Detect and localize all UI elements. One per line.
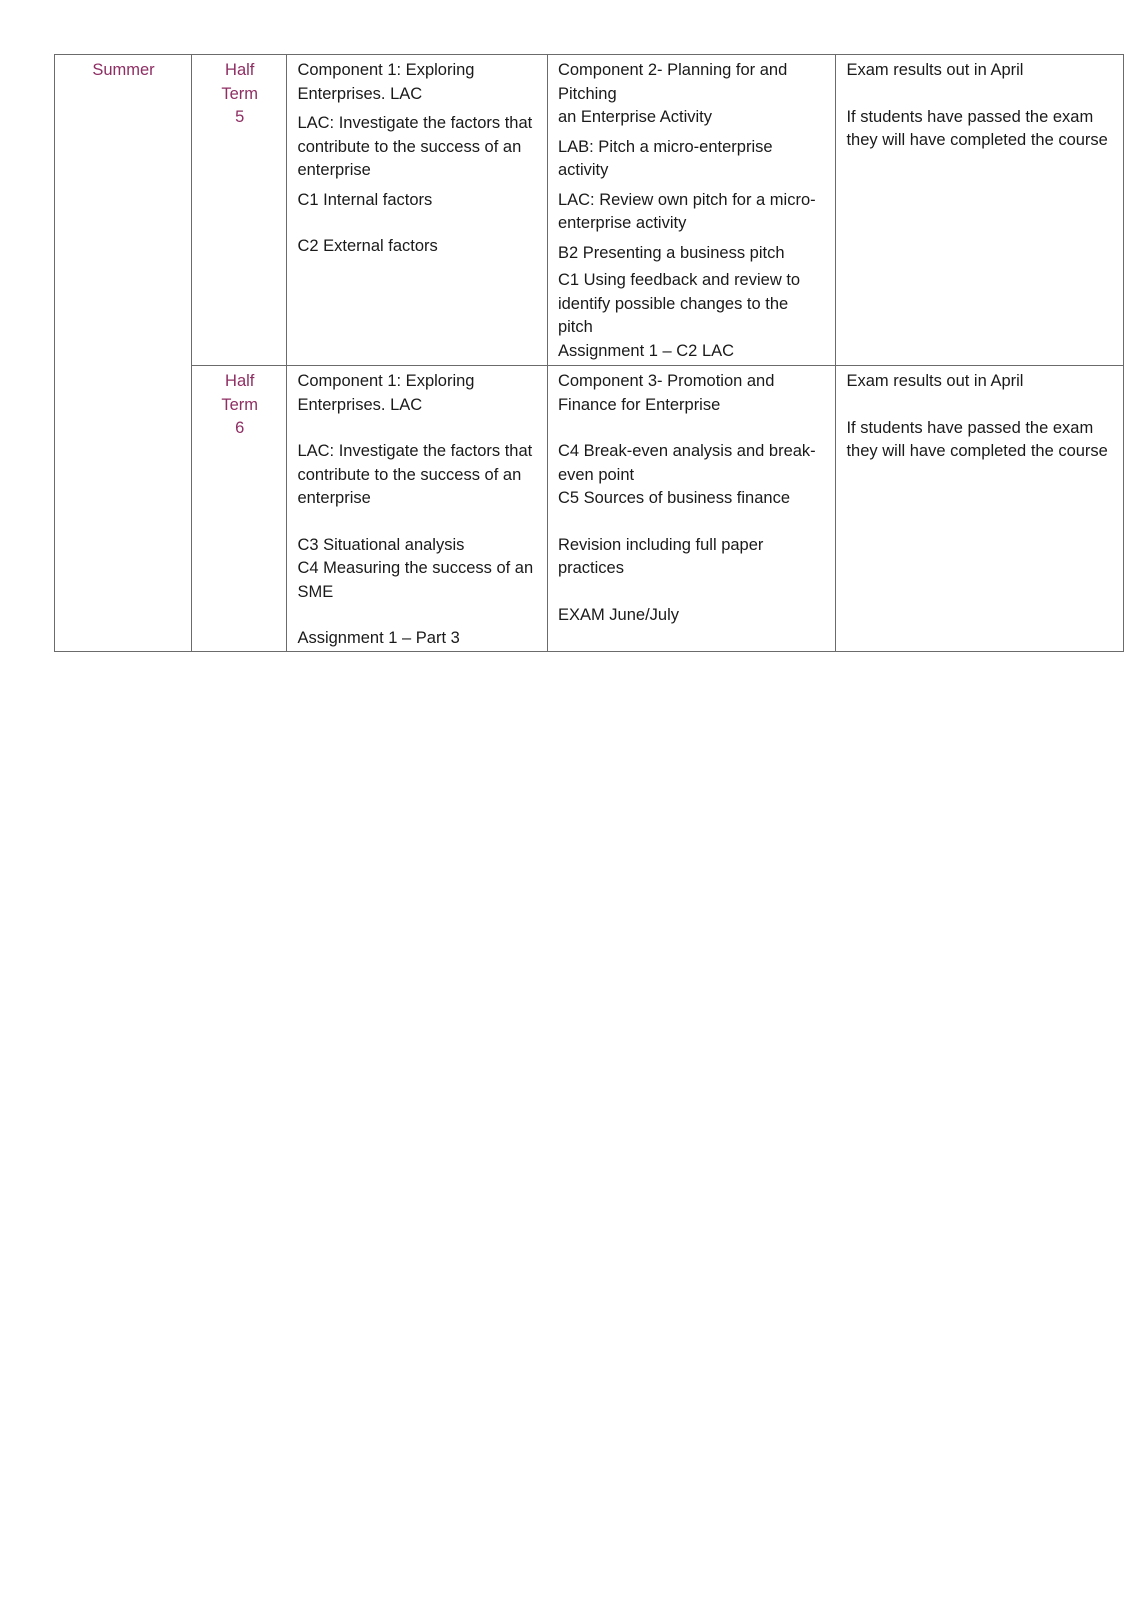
topic-item: C1 Internal factors bbox=[297, 190, 433, 209]
table-row bbox=[55, 366, 1124, 652]
component-heading: Component 2- Planning for and Pitching bbox=[557, 61, 788, 103]
lab-objective: LAB: Pitch a micro-enterprise activity bbox=[557, 137, 773, 179]
term-word-half: Half bbox=[225, 372, 255, 390]
results-note: Exam results out in April bbox=[846, 372, 1024, 390]
lac-objective: LAC: Investigate the factors that contribute to the success of an enterprise bbox=[297, 442, 533, 507]
term-word-half: Half bbox=[225, 61, 255, 79]
component-heading: Component 1: Exploring Enterprises. LAC bbox=[297, 372, 475, 414]
revision-item: Revision including full paper practices bbox=[557, 535, 764, 577]
table-row bbox=[55, 55, 1124, 366]
topic-item: C5 Sources of business finance bbox=[557, 489, 791, 507]
curriculum-table bbox=[54, 54, 1124, 652]
component-heading: Component 3- Promotion and Finance for Enterprise bbox=[557, 372, 775, 414]
topic-item: C4 Measuring the success of an SME bbox=[297, 559, 534, 601]
topic-item: C3 Situational analysis bbox=[297, 535, 465, 554]
lac-objective: LAC: Review own pitch for a micro-enterprise activity bbox=[557, 190, 816, 232]
component-3-cell bbox=[547, 366, 836, 652]
exam-item: EXAM June/July bbox=[557, 605, 680, 624]
component-1-cell bbox=[287, 366, 548, 652]
component-2-cell bbox=[547, 55, 836, 366]
results-note: Exam results out in April bbox=[846, 61, 1024, 79]
term-word-term: Term bbox=[221, 84, 259, 103]
component-heading-continued: an Enterprise Activity bbox=[557, 108, 713, 126]
component-heading: Component 1: Exploring Enterprises. LAC bbox=[297, 61, 475, 103]
assignment-item: Assignment 1 – Part 3 bbox=[297, 629, 460, 647]
outcome-cell bbox=[836, 55, 1124, 366]
completion-note: If students have passed the exam they will have completed the course bbox=[846, 418, 1108, 460]
season-label: Summer bbox=[92, 61, 155, 79]
outcome-cell bbox=[836, 366, 1124, 652]
topic-item: C2 External factors bbox=[297, 237, 438, 255]
term-number: 6 bbox=[235, 419, 245, 437]
topic-item: C4 Break-even analysis and break-even point bbox=[557, 442, 816, 484]
term-cell bbox=[191, 366, 286, 652]
topic-item: B2 Presenting a business pitch bbox=[557, 243, 785, 262]
component-1-cell bbox=[287, 55, 548, 366]
assignment-item: Assignment 1 – C2 LAC bbox=[557, 341, 735, 360]
season-cell bbox=[55, 55, 192, 652]
term-word-term: Term bbox=[221, 395, 259, 414]
completion-note: If students have passed the exam they will have completed the course bbox=[846, 107, 1108, 149]
term-number: 5 bbox=[235, 108, 245, 126]
topic-item: C1 Using feedback and review to identify possible changes to the pitch bbox=[557, 271, 801, 336]
lac-objective: LAC: Investigate the factors that contribute to the success of an enterprise bbox=[297, 114, 533, 179]
term-cell bbox=[191, 55, 286, 366]
